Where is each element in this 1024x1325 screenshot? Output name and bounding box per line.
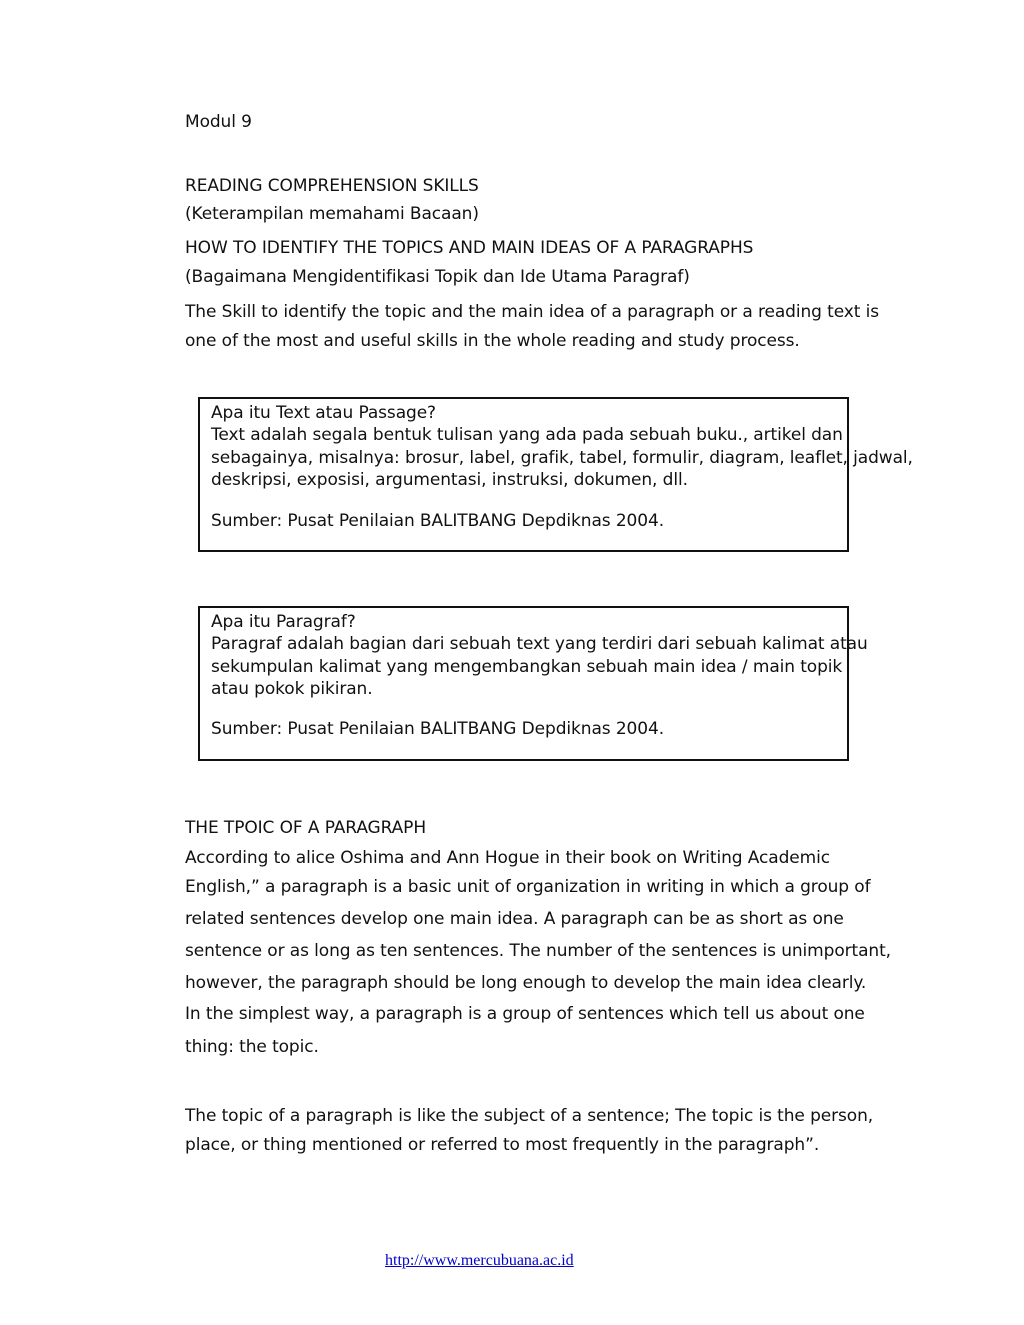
box-line: sekumpulan kalimat yang mengembangkan sebuah main idea / main topik: [211, 657, 843, 677]
intro-line: The Skill to identify the topic and the main idea of a paragraph or a reading text is: [185, 302, 880, 322]
section-title: THE TPOIC OF A PARAGRAPH: [185, 818, 427, 838]
box-line: atau pokok pikiran.: [211, 679, 373, 699]
box-source: Sumber: Pusat Penilaian BALITBANG Depdiknas 2004.: [211, 719, 664, 739]
section-body-line: In the simplest way, a paragraph is a group of sentences which tell us about one: [185, 1004, 865, 1024]
heading-reading-skills-translation: (Keterampilan memahami Bacaan): [185, 204, 479, 224]
section-body-line: related sentences develop one main idea. A paragraph can be as short as one: [185, 909, 844, 929]
section-body-line: thing: the topic.: [185, 1037, 319, 1057]
module-label: Modul 9: [185, 112, 252, 132]
intro-line: one of the most and useful skills in the whole reading and study process.: [185, 331, 800, 351]
footer-link[interactable]: http://www.mercubuana.ac.id: [385, 1252, 574, 1269]
box-source: Sumber: Pusat Penilaian BALITBANG Depdiknas 2004.: [211, 511, 664, 531]
section-body-line: sentence or as long as ten sentences. The number of the sentences is unimportant,: [185, 941, 891, 961]
definition-box-paragraph: [198, 606, 868, 761]
box-line: sebagainya, misalnya: brosur, label, grafik, tabel, formulir, diagram, leaflet, jadwal,: [211, 448, 913, 468]
heading-identify-topics-translation: (Bagaimana Mengidentifikasi Topik dan Ide Utama Paragraf): [185, 267, 690, 287]
definition-box-text: [198, 397, 913, 552]
heading-reading-skills: READING COMPREHENSION SKILLS: [185, 176, 479, 196]
closing-line: place, or thing mentioned or referred to most frequently in the paragraph”.: [185, 1135, 820, 1155]
section-body-line: English,” a paragraph is a basic unit of organization in writing in which a group of: [185, 877, 871, 897]
box-line: deskripsi, exposisi, argumentasi, instruksi, dokumen, dll.: [211, 470, 688, 490]
box-question: Apa itu Paragraf?: [211, 612, 356, 632]
heading-identify-topics: HOW TO IDENTIFY THE TOPICS AND MAIN IDEAS OF A PARAGRAPHS: [185, 238, 754, 258]
closing-line: The topic of a paragraph is like the subject of a sentence; The topic is the person,: [185, 1106, 874, 1126]
box-line: Text adalah segala bentuk tulisan yang ada pada sebuah buku., artikel dan: [211, 425, 843, 445]
box-line: Paragraf adalah bagian dari sebuah text yang terdiri dari sebuah kalimat atau: [211, 634, 868, 654]
section-body-line: According to alice Oshima and Ann Hogue in their book on Writing Academic: [185, 848, 830, 868]
box-question: Apa itu Text atau Passage?: [211, 403, 436, 423]
section-body-line: however, the paragraph should be long enough to develop the main idea clearly.: [185, 973, 867, 993]
